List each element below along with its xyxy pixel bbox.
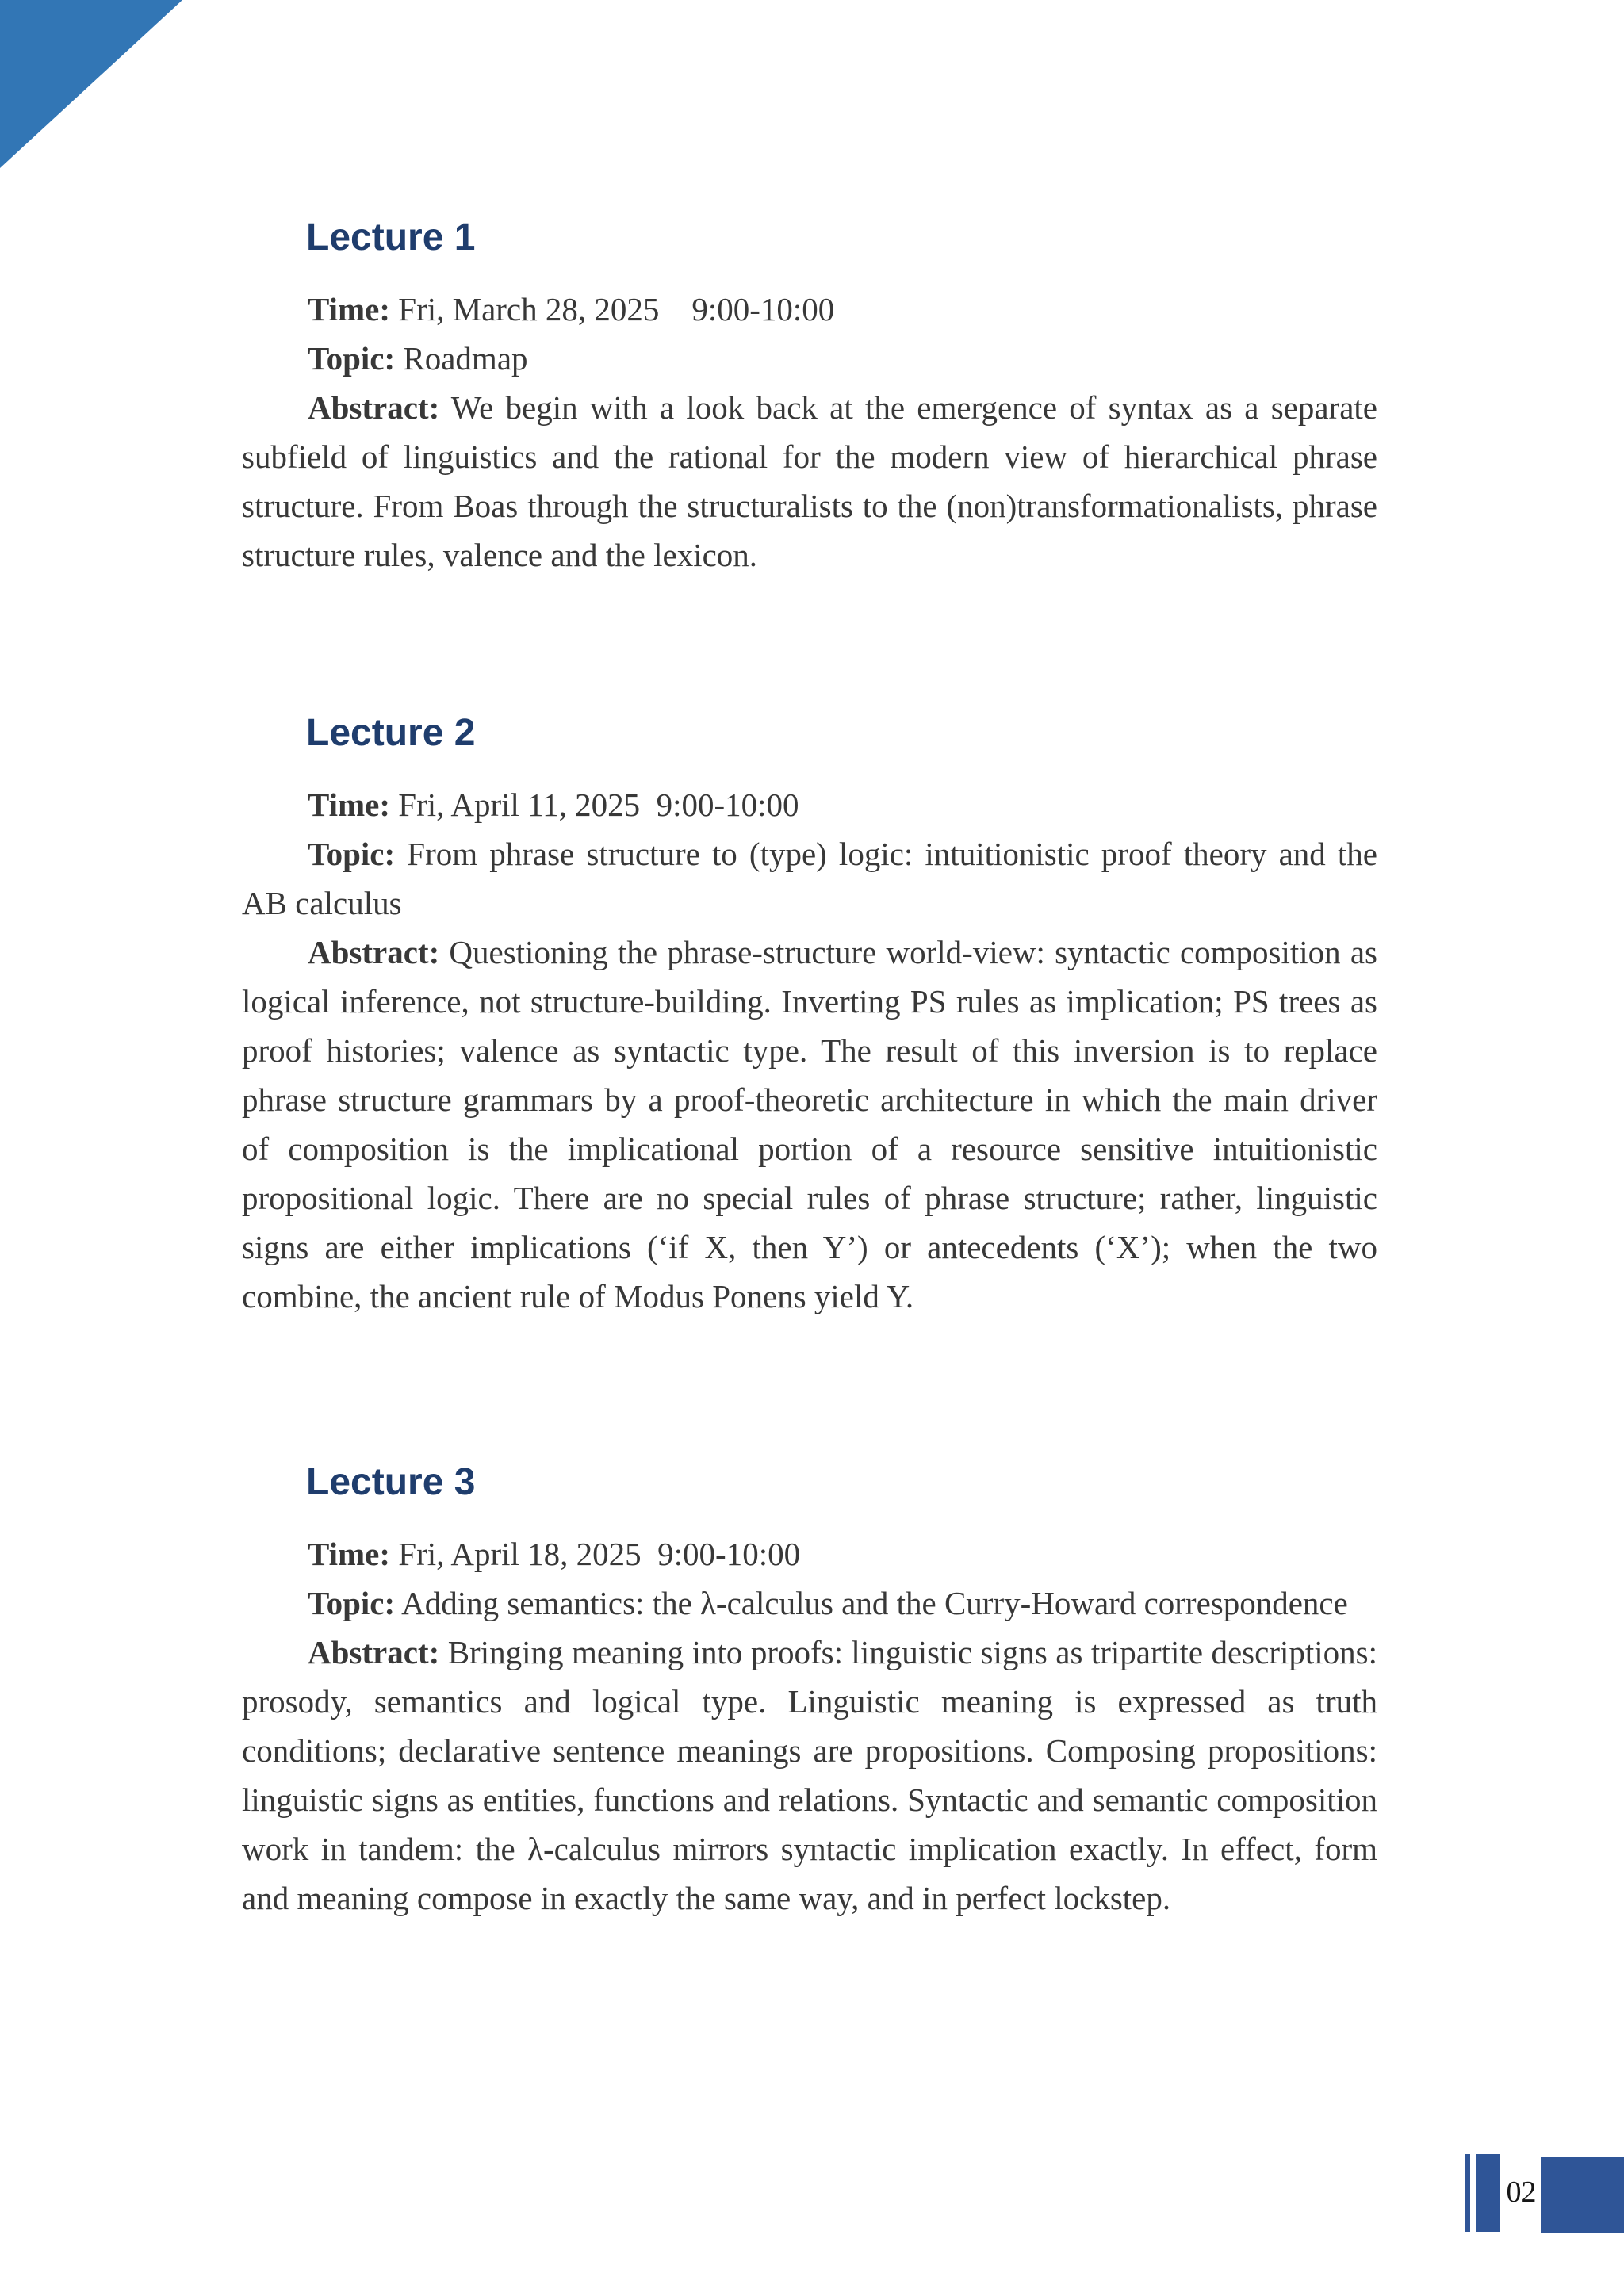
lecture-section-2 [242,709,1377,1321]
footer-thick-bar [1476,2154,1500,2232]
lecture-1-abstract [242,383,1377,580]
topic-value: Roadmap [403,340,528,377]
lecture-1-time-line [242,285,1377,334]
lecture-2-title: Lecture 2 [306,712,476,754]
abstract-text: Questioning the phrase-structure world-view: syntactic composition as logical inference, not structure-building. Inverting PS rules as implication; PS trees as proof histories; valence as syntactic type. The result of this inversion is to replace phrase structure grammars by a proof-theoretic architecture in which the main driver of composition is the implicational portion of a resource sensitive intuitionistic propositional logic. There are no special rules of phrase structure; rather, linguistic signs are either implications (‘if X, then Y’) or antecedents (‘X’); when the two combine, the ancient rule of Modus Ponens yield Y. [242,934,1377,1314]
lecture-3-abstract [242,1628,1377,1923]
lecture-2-time-line [242,780,1377,829]
topic-label: Topic: [308,836,396,872]
page-number: 02 [1506,2175,1537,2209]
lecture-3-topic-line [242,1578,1377,1628]
topic-value: From phrase structure to (type) logic: intuitionistic proof theory and the AB calculus [242,836,1377,921]
lecture-section-1 [242,213,1377,580]
abstract-label: Abstract: [308,934,440,970]
abstract-label: Abstract: [308,389,440,426]
time-value: Fri, March 28, 2025 9:00-10:00 [398,291,835,327]
topic-label: Topic: [308,1585,396,1621]
abstract-label: Abstract: [308,1634,440,1670]
lecture-2-topic-line [242,829,1377,928]
footer-thin-bar [1465,2154,1470,2232]
abstract-text: Bringing meaning into proofs: linguistic signs as tripartite descriptions: prosody, semantics and logical type. Linguistic meaning is expressed as truth conditions; declarative sentence meanings are propositions. Composing propositions: linguistic signs as entities, functions and relations. Syntactic and semantic composition work in tandem: the λ-calculus mirrors syntactic implication exactly. In effect, form and meaning compose in exactly the same way, and in perfect lockstep. [242,1634,1377,1916]
time-label: Time: [308,291,391,327]
lecture-1-topic-line [242,334,1377,383]
time-label: Time: [308,786,391,823]
lecture-1-title: Lecture 1 [306,216,476,258]
topic-label: Topic: [308,340,396,377]
lecture-3-time-line [242,1529,1377,1578]
lecture-3-title: Lecture 3 [306,1461,476,1503]
topic-value: Adding semantics: the λ-calculus and the Curry-Howard correspondence [401,1585,1348,1621]
time-label: Time: [308,1536,391,1572]
time-value: Fri, April 18, 2025 9:00-10:00 [398,1536,801,1572]
lecture-2-abstract [242,928,1377,1321]
time-value: Fri, April 11, 2025 9:00-10:00 [398,786,799,823]
footer-rectangle [1541,2157,1624,2233]
abstract-text: We begin with a look back at the emergence of syntax as a separate subfield of linguistics and the rational for the modern view of hierarchical phrase structure. From Boas through the structuralists to the (non)transformationalists, phrase structure rules, valence and the lexicon. [242,389,1377,573]
lecture-section-3 [242,1458,1377,1923]
